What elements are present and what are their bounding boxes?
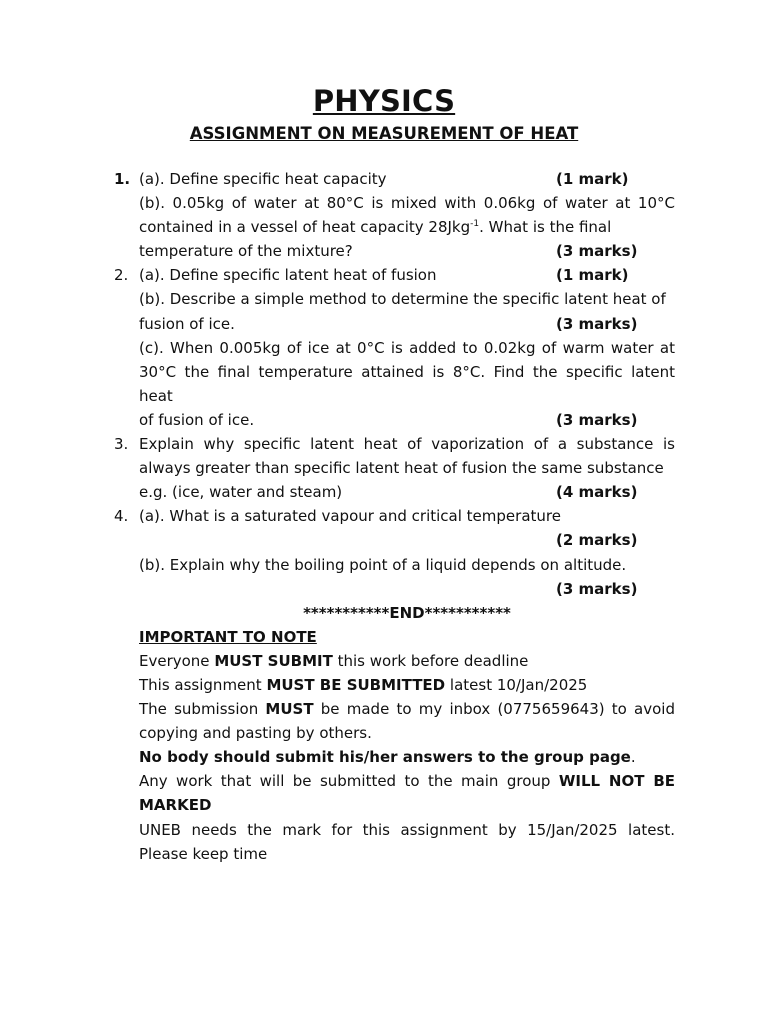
note-text: latest 10/Jan/2025 (445, 675, 588, 694)
mark-allocation: (3 marks) (556, 410, 638, 429)
note-emphasis: No body should submit his/her answers to the group page (139, 748, 631, 767)
question-text: of fusion of ice. (139, 410, 255, 429)
question-number: 1. (114, 170, 131, 188)
note-emphasis: WILL NOT BE MARKED (139, 772, 676, 815)
mark-allocation: (1 mark) (556, 170, 629, 188)
note-text: . (630, 748, 636, 767)
end-marker: ***********END*********** (303, 603, 511, 622)
note-text: Any work that will be submitted to the main group (139, 772, 559, 791)
superscript: -1 (470, 219, 480, 230)
note-line: UNEB needs the mark for this assignment by 15/Jan/2025 latest. Please keep time (139, 820, 675, 863)
question-text: temperature of the mixture? (139, 242, 353, 261)
mark-allocation: (3 marks) (556, 242, 638, 261)
mark-allocation: (3 marks) (556, 314, 638, 333)
question-text: (b). 0.05kg of water at 80°C is mixed with 0.06kg of water at 10°C contained in a vessel of heat capacity 28Jkg (139, 194, 675, 237)
question-list (112, 167, 675, 866)
note-text: Everyone (139, 651, 215, 670)
question-text: . What is the final (479, 218, 612, 237)
question-part (139, 312, 675, 336)
question-text: e.g. (ice, water and steam) (139, 483, 343, 502)
mark-allocation: (2 marks) (556, 531, 638, 550)
question-text: (a). Define specific latent heat of fusion (139, 266, 437, 285)
question-1 (112, 167, 675, 263)
note-line (139, 697, 675, 745)
question-text: Explain why specific latent heat of vaporization of a substance is always greater than specific latent heat of fusion the same substance (139, 435, 675, 478)
question-text: fusion of ice. (139, 314, 235, 333)
question-4 (112, 504, 675, 600)
note-text: The submission (139, 700, 266, 719)
question-part (139, 263, 675, 287)
question-text: (a). What is a saturated vapour and critical temperature (139, 507, 561, 526)
question-part (139, 191, 675, 239)
question-text: (a). Define specific heat capacity (139, 170, 387, 188)
note-emphasis: MUST BE SUBMITTED (266, 675, 446, 694)
question-text: (c). When 0.005kg of ice at 0°C is added to 0.02kg of warm water at 30°C the final temperature attained is 8°C. Find the specific latent heat (139, 338, 675, 405)
question-number: 2. (114, 266, 129, 285)
assignment-subtitle: ASSIGNMENT ON MEASUREMENT OF HEAT (189, 124, 579, 143)
question-number: 3. (114, 435, 129, 454)
important-notes (112, 625, 675, 866)
question-part (139, 480, 675, 504)
note-line (139, 673, 675, 697)
question-text: (b). Explain why the boiling point of a liquid depends on altitude. (139, 555, 627, 574)
question-2 (112, 263, 675, 432)
note-emphasis: MUST (265, 700, 314, 719)
note-text: be made to my inbox (0775659643) to avoid copying and pasting by others. (139, 700, 675, 743)
question-part (139, 239, 675, 263)
page-title: PHYSICS (312, 84, 456, 118)
mark-allocation: (1 mark) (556, 266, 629, 285)
question-number: 4. (114, 507, 129, 526)
note-line (139, 649, 675, 673)
mark-allocation: (3 marks) (556, 579, 638, 598)
question-text: (b). Describe a simple method to determine the specific latent heat of (139, 290, 666, 309)
note-emphasis: MUST SUBMIT (214, 651, 333, 670)
note-text: This assignment (139, 675, 267, 694)
note-text: this work before deadline (332, 651, 529, 670)
note-line (139, 769, 675, 817)
question-part (139, 167, 675, 191)
note-line (139, 745, 675, 769)
mark-allocation: (4 marks) (556, 483, 638, 502)
notes-heading: IMPORTANT TO NOTE (139, 627, 317, 646)
question-part (139, 408, 675, 432)
question-3 (112, 432, 675, 504)
